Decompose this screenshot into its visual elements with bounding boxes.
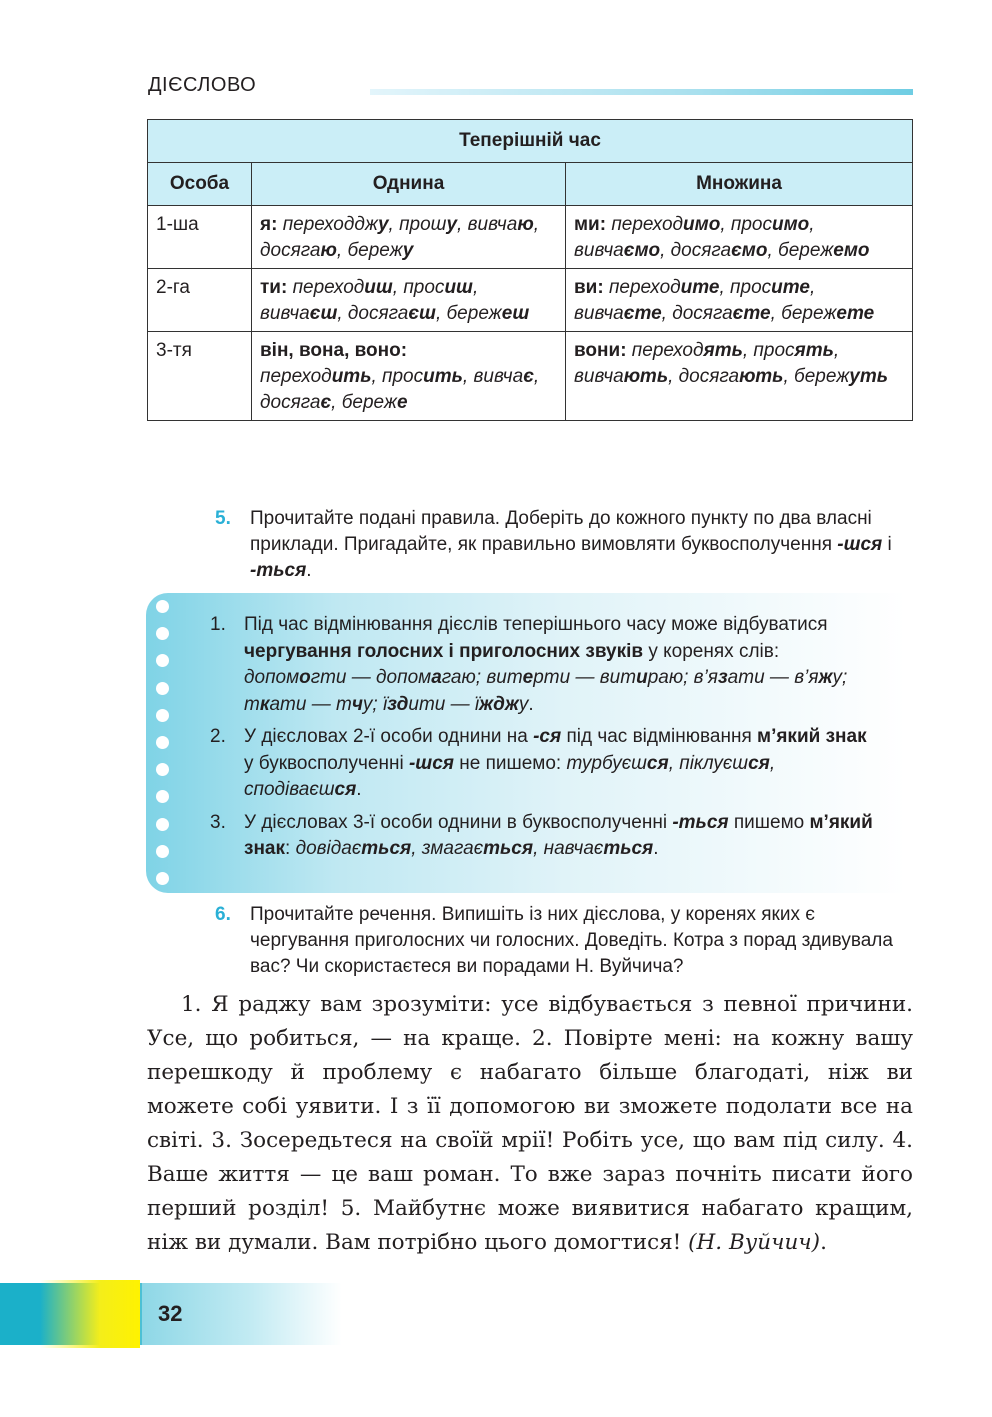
table-row bbox=[148, 332, 913, 421]
ring-dot bbox=[156, 709, 169, 722]
pronoun: ми: bbox=[574, 214, 607, 235]
task-text: Прочитайте подані правила. Доберіть до кожного пункту по два власні приклади. Пригадайте, як правильно вимовляти буквосполучення -шся і -ться. bbox=[250, 508, 892, 581]
pronoun: ви: bbox=[574, 277, 604, 298]
verb-forms: переходимо, просимо, вивчаємо, досягаємо, бережемо bbox=[574, 214, 870, 261]
person-cell: 3-тя bbox=[148, 332, 252, 421]
ring-dot bbox=[156, 654, 169, 667]
rule-number: 2. bbox=[210, 726, 226, 747]
pronoun: ти: bbox=[260, 277, 288, 298]
task-text: Прочитайте речення. Випишіть із них дієслова, у коренях яких є чергування приголосних чи голосних. Доведіть. Котра з порад здивувала вас? Чи скористаєтеся ви порадами Н. Вуйчича? bbox=[250, 904, 893, 977]
rule-number: 1. bbox=[210, 614, 226, 635]
rule-item bbox=[210, 810, 878, 863]
column-header-singular: Однина bbox=[252, 163, 566, 206]
rule-number: 3. bbox=[210, 811, 226, 833]
page-number: 32 bbox=[142, 1283, 342, 1345]
pronoun: він, вона, воно: bbox=[260, 340, 408, 361]
rule-text: У дієсловах 3-ї особи однини в буквосполученні -ться пишемо м’який знак: довідається, змагається, навчається. bbox=[244, 811, 873, 859]
verb-forms: переходять, просять, вивчають, досягають, бережуть bbox=[574, 340, 889, 387]
verb-forms: переходите, просите, вивчаєте, досягаєте, бережете bbox=[574, 277, 875, 324]
story-end: . bbox=[820, 1230, 827, 1255]
column-header-person: Особа bbox=[148, 163, 252, 206]
ring-dot bbox=[156, 790, 169, 803]
task-number: 5. bbox=[215, 508, 231, 529]
pronoun: я: bbox=[260, 214, 278, 235]
verb-forms: переходить, просить, вивчає, досягає, береже bbox=[260, 366, 540, 413]
singular-cell bbox=[252, 269, 566, 332]
column-header-plural: Множина bbox=[566, 163, 913, 206]
person-cell: 1-ша bbox=[148, 206, 252, 269]
task-5 bbox=[215, 506, 915, 584]
ring-dot bbox=[156, 763, 169, 776]
rule-item bbox=[210, 724, 878, 804]
plural-cell bbox=[566, 206, 913, 269]
task-6 bbox=[215, 902, 915, 980]
ring-dot bbox=[156, 682, 169, 695]
notebook-rings bbox=[156, 600, 172, 899]
story-text bbox=[147, 988, 913, 1260]
table-caption: Теперішній час bbox=[148, 120, 913, 163]
footer-accent bbox=[40, 1280, 140, 1348]
rule-text: Під час відмінювання дієслів теперішнього часу може відбуватися чергування голосних і приголосних звуків у коренях слів: допомогти — допомагаю; витерти — витираю; в’язати — в’яжу; ткати — тчу; їздити — їжджу. bbox=[244, 614, 848, 715]
ring-dot bbox=[156, 872, 169, 885]
ring-dot bbox=[156, 736, 169, 749]
verb-forms: переходджу, прошу, вивчаю, досягаю, бережу bbox=[260, 214, 540, 261]
person-cell: 2-га bbox=[148, 269, 252, 332]
table-row bbox=[148, 206, 913, 269]
plural-cell bbox=[566, 269, 913, 332]
plural-cell bbox=[566, 332, 913, 421]
story-body: 1. Я раджу вам зрозуміти: усе відбувається з певної причини. Усе, що робиться, — на краще. 2. Повірте мені: на кожну вашу перешкоду й проблему є набагато більше благодаті, ніж ви можете собі уявити. І з її допомогою ви зможете подолати все на світі. 3. Зосередьтеся на своїй мрії! Робіть усе, що вам під силу. 4. Ваше життя — це ваш роман. То вже зараз почніть писати його перший розділ! 5. Майбутнє може виявитися набагато кращим, ніж ви думали. Вам потрібно цього домогтися! bbox=[147, 992, 913, 1255]
rule-text: У дієсловах 2-ї особи однини на -ся під час відмінювання м’який знак у буквосполученні -шся не пишемо: турбуєшся, піклуєшся, сподіваєшся. bbox=[244, 726, 867, 800]
task-number: 6. bbox=[215, 904, 231, 925]
rule-item bbox=[210, 612, 878, 718]
ring-dot bbox=[156, 845, 169, 858]
ring-dot bbox=[156, 600, 169, 613]
pronoun: вони: bbox=[574, 340, 627, 361]
verb-forms: переходиш, просиш, вивчаєш, досягаєш, бережеш bbox=[260, 277, 530, 324]
table-row bbox=[148, 269, 913, 332]
ring-dot bbox=[156, 627, 169, 640]
section-header: ДІЄСЛОВО bbox=[148, 74, 257, 96]
conjugation-table bbox=[147, 119, 913, 421]
rules-list bbox=[210, 612, 878, 869]
header-rule bbox=[370, 89, 913, 95]
singular-cell bbox=[252, 206, 566, 269]
ring-dot bbox=[156, 818, 169, 831]
story-author: (Н. Вуйчич) bbox=[688, 1230, 821, 1255]
singular-cell bbox=[252, 332, 566, 421]
